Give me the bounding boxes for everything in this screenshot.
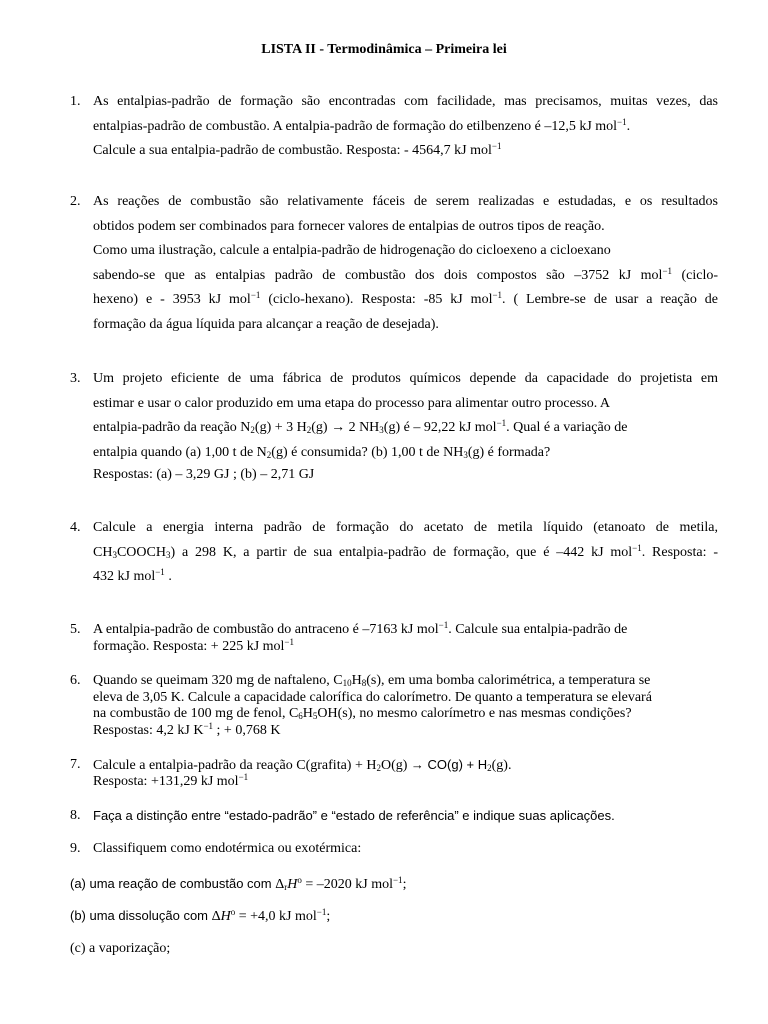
question-text-line: $CH_3COOCH_3$) a 298 K, a partir de sua entalpia-padrão de formação, que é –442 kJ mol$^{-1}$. Resposta: - [93, 542, 718, 560]
question-text-line: As reações de combustão são relativamente fáceis de serem realizadas e estudadas, e os resultados [93, 194, 718, 209]
question-number: 3. [70, 371, 81, 386]
question-text-line: Calcule a entalpia-padrão da reação C(grafita) + $H_2O(g) \to CO(g) + H_2(g)$. [93, 757, 512, 773]
question-text-line: Faça a distinção entre “estado-padrão” e “estado de referência” e indique suas aplicações. [93, 808, 615, 823]
delta-symbol: Δ [211, 909, 221, 924]
question-text-line: formação da água líquida para alcançar a reação de desejada). [93, 316, 439, 332]
question-text-line: entalpia quando (a) 1,00 t de $N_2(g)$ é consumida? (b) 1,00 t de $NH_3(g)$ é formada? [93, 444, 551, 460]
question-text-line: Como uma ilustração, calcule a entalpia-padrão de hidrogenação do cicloexeno a cicloexano [93, 243, 611, 258]
question-answer: Resposta: +131,29 kJ mol$^{-1}$ [93, 771, 249, 789]
question-answer: Respostas: (a) – 3,29 GJ ; (b) – 2,71 GJ [93, 467, 315, 482]
question-number: 7. [70, 757, 81, 772]
sub-item-c: (c) a vaporização; [70, 941, 171, 956]
question-text-line: entalpias-padrão de combustão. A entalpia-padrão de formação do etilbenzeno é –12,5 kJ mol$^{-1}$. [93, 116, 631, 134]
question-text-line: 432 kJ mol$^{-1}$ . [93, 567, 172, 584]
question-number: 9. [70, 841, 81, 856]
question-text-line: As entalpias-padrão de formação são encontradas com facilidade, mas precisamos, muitas vezes, das [93, 94, 718, 109]
question-text-line: entalpia-padrão da reação $N_2(g) + 3$ $H_2(g) \to 2$ $NH_3(g)$ é – 92,22 kJ mol$^{-1}$. Qual é a variação de [93, 418, 628, 435]
page-title: LISTA II - Termodinâmica – Primeira lei [261, 42, 507, 57]
question-text-line: hexeno) e - 3953 kJ mol$^{-1}$ (ciclo-hexano). Resposta: -85 kJ mol$^{-1}$. ( Lembre-se de usar a reação de [93, 290, 718, 307]
question-text-line: eleva de 3,05 K. Calcule a capacidade calorífica do calorímetro. De quanto a temperatura se elevará [93, 689, 652, 705]
question-text-line: Calcule a sua entalpia-padrão de combustão. Resposta: - 4564,7 kJ mol$^{-1}$ [93, 141, 502, 158]
sub-item-b: (b) uma dissolução com $\Delta H^o = +4,0$ kJ mol$^{-1}$; [70, 907, 331, 924]
question-text-line: Calcule a energia interna padrão de formação do acetato de metila líquido (etanoato de metila, [93, 520, 718, 535]
question-number: 4. [70, 520, 81, 535]
question-text-line: Classifiquem como endotérmica ou exotérmica: [93, 841, 362, 856]
question-answer: Respostas: 4,2 kJ $K^{-1}$ ; + 0,768 K [93, 720, 281, 738]
question-number: 2. [70, 194, 81, 209]
question-number: 6. [70, 673, 81, 688]
question-number: 5. [70, 622, 81, 637]
delta-symbol: Δ [275, 877, 285, 892]
question-text-line: A entalpia-padrão de combustão do antraceno é –7163 kJ mol$^{-1}$. Calcule sua entalpia-padrão de [93, 620, 628, 637]
question-number: 1. [70, 94, 81, 109]
question-text-line: na combustão de 100 mg de fenol, $C_6H_5OH(s)$, no mesmo calorímetro e nas mesmas condições? [93, 706, 632, 721]
question-text-line: formação. Resposta: + 225 kJ mol$^{-1}$ [93, 636, 294, 654]
question-number: 8. [70, 808, 81, 823]
sub-item-a: (a) uma reação de combustão com $\Delta_rH^o = -2020$ kJ mol$^{-1}$; [70, 875, 407, 892]
question-text-line: sabendo-se que as entalpias padrão de combustão dos dois compostos são –3752 kJ mol$^{-1}$ (ciclo- [93, 265, 719, 283]
question-text-line: estimar e usar o calor produzido em uma etapa do processo para alimentar outro processo. A [93, 395, 611, 411]
question-text-line: Um projeto eficiente de uma fábrica de produtos químicos depende da capacidade do projetista em [93, 371, 718, 386]
question-text-line: obtidos podem ser combinados para fornecer valores de entalpias de outros tipos de reação. [93, 218, 605, 234]
question-text-line: Quando se queimam 320 mg de naftaleno, $C_{10}H_8(s)$, em uma bomba calorimétrica, a temperatura se [93, 673, 651, 688]
